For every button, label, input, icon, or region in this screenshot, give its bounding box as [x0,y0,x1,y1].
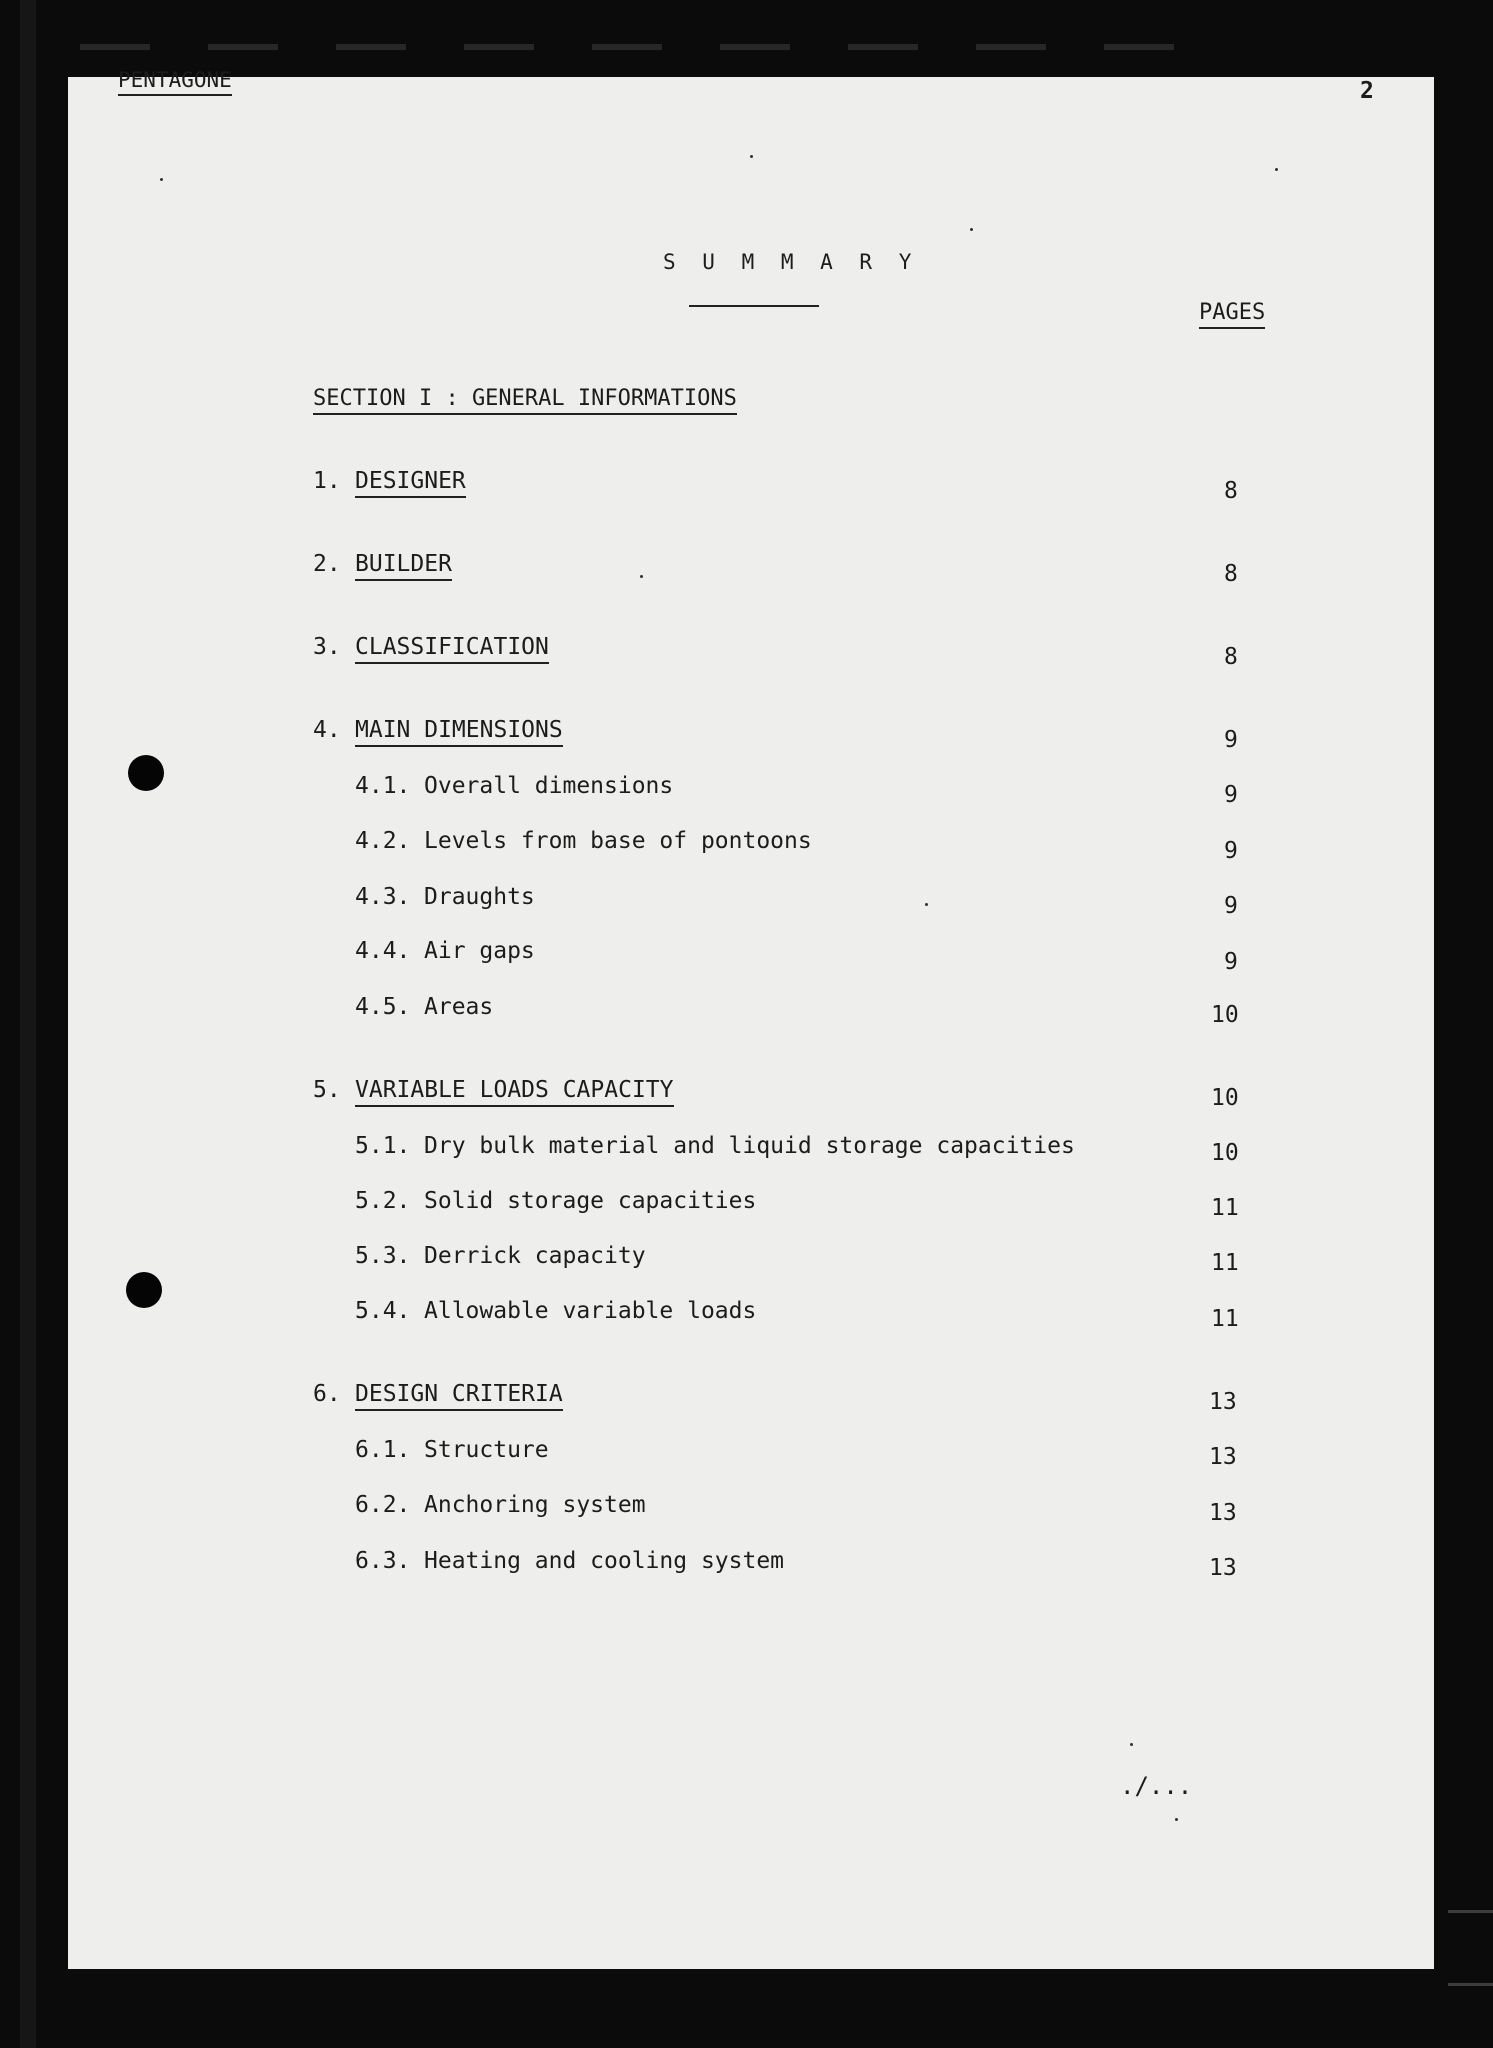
document-header-org: PENTAGONE [118,68,232,96]
entry-number: 3. [313,634,341,660]
entry-number: 6.3. [355,1548,411,1574]
entry-page: 13 [1209,1555,1237,1581]
entry-label: Overall dimensions [424,773,674,799]
speck [1130,1743,1133,1746]
entry-label: Levels from base of pontoons [424,828,812,854]
entry-page: 13 [1209,1389,1237,1415]
entry-number: 4.3. [355,884,411,910]
entry-label: Heating and cooling system [424,1548,785,1574]
entry-page: 8 [1224,644,1238,670]
entry-number: 5.1. [355,1133,411,1159]
entry-number: 6.2. [355,1492,411,1518]
entry-page: 9 [1224,727,1238,753]
speck [1275,168,1278,171]
entry-number: 4.4. [355,938,411,964]
entry-page: 9 [1224,893,1238,919]
entry-page: 9 [1224,949,1238,975]
speck [1175,1818,1178,1821]
speck [970,228,973,231]
entry-page: 13 [1209,1500,1237,1526]
speck [640,575,643,578]
entry-label: VARIABLE LOADS CAPACITY [355,1077,674,1107]
entry-page: 9 [1224,782,1238,808]
clip-edge [1448,1910,1493,1986]
entry-page: 8 [1224,478,1238,504]
entry-label: DESIGNER [355,468,466,498]
entry-label: MAIN DIMENSIONS [355,717,563,747]
punch-hole-top [128,755,164,791]
entry-label: Dry bulk material and liquid storage capacities [424,1133,1075,1159]
entry-page: 10 [1211,1140,1239,1166]
speck [750,155,753,158]
entry-page: 10 [1211,1002,1239,1028]
entry-page: 11 [1211,1306,1239,1332]
entry-label: Allowable variable loads [424,1298,757,1324]
entry-label: Air gaps [424,938,535,964]
entry-number: 4.2. [355,828,411,854]
top-page-edges [80,44,1180,50]
entry-label: BUILDER [355,551,452,581]
entry-number: 5.4. [355,1298,411,1324]
entry-number: 5.3. [355,1243,411,1269]
entry-page: 10 [1211,1085,1239,1111]
entry-number: 1. [313,468,341,494]
continuation-mark: ./... [1120,1772,1193,1800]
entry-number: 2. [313,551,341,577]
entry-page: 13 [1209,1444,1237,1470]
entry-number: 4.1. [355,773,411,799]
entry-label: DESIGN CRITERIA [355,1381,563,1411]
punch-hole-bottom [126,1272,162,1308]
entry-label: Structure [424,1437,549,1463]
summary-title: S U M M A R Y [663,250,919,274]
entry-number: 4. [313,717,341,743]
entry-number: 6. [313,1381,341,1407]
entry-label: CLASSIFICATION [355,634,549,664]
entry-page: 9 [1224,838,1238,864]
entry-label: Solid storage capacities [424,1188,757,1214]
speck [160,178,163,181]
title-rule [689,305,819,307]
page-number: 2 [1360,78,1374,104]
entry-number: 5.2. [355,1188,411,1214]
entry-label: Draughts [424,884,535,910]
section-title: SECTION I : GENERAL INFORMATIONS [313,386,737,415]
entry-number: 5. [313,1077,341,1103]
entry-page: 8 [1224,561,1238,587]
entry-label: Areas [424,994,494,1020]
entry-page: 11 [1211,1250,1239,1276]
pages-column-header: PAGES [1199,300,1265,329]
entry-number: 4.5. [355,994,411,1020]
speck [925,903,928,906]
binding-edge [20,0,36,2048]
entry-page: 11 [1211,1195,1239,1221]
entry-label: Derrick capacity [424,1243,646,1269]
entry-label: Anchoring system [424,1492,646,1518]
entry-number: 6.1. [355,1437,411,1463]
